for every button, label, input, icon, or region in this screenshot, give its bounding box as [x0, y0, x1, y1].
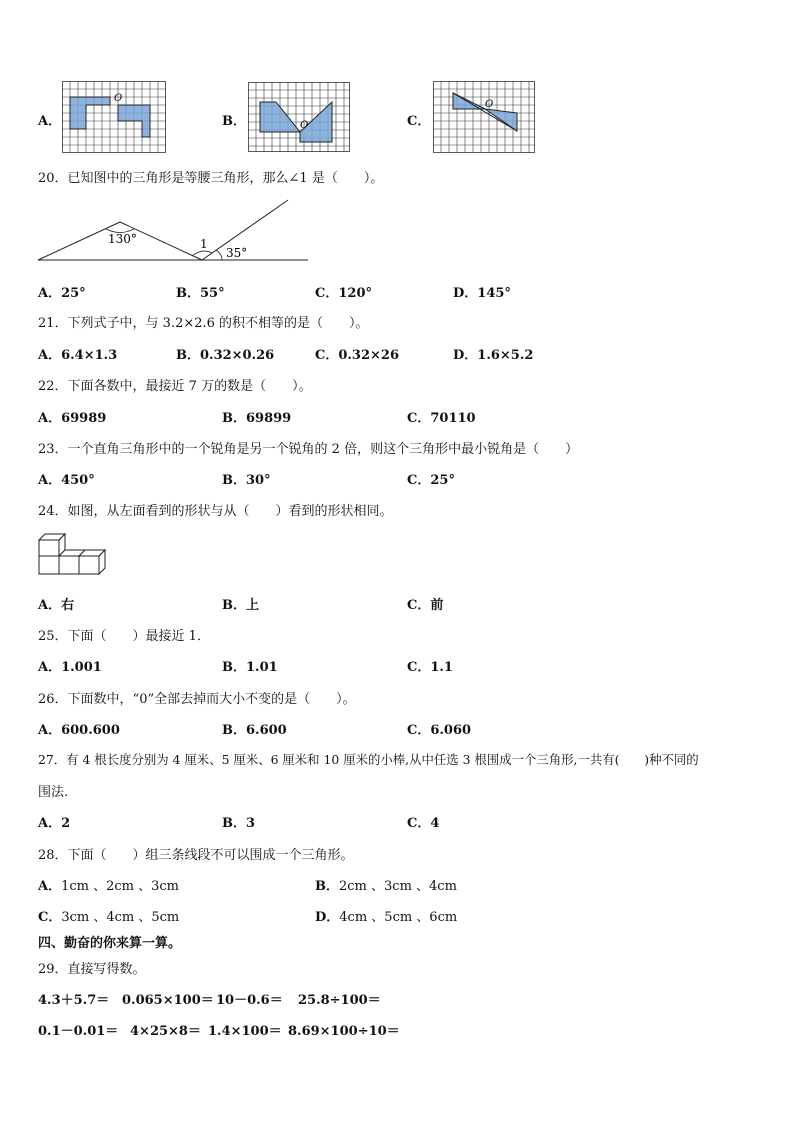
q19-grid-figure-c [433, 81, 535, 153]
q26-stem: 26．下面数中，“0”全部去掉而大小不变的是（ ）。 [38, 692, 356, 707]
q27-stem-line2: 围法. [38, 785, 69, 800]
q23-stem: 23．一个直角三角形中的一个锐角是另一个锐角的 2 倍，则这个三角形中最小锐角是（ ） [38, 442, 579, 457]
q19-grid-c-origin: O [485, 99, 494, 110]
q21-option-a[interactable]: A．6.4×1.3 [38, 348, 118, 363]
q25-option-b[interactable]: B．1.01 [222, 660, 278, 675]
q23-option-c[interactable]: C．25° [407, 473, 455, 488]
q28-option-d[interactable]: D．4cm 、5cm 、6cm [315, 910, 458, 925]
q27-option-a[interactable]: A．2 [38, 816, 71, 831]
q23-option-b[interactable]: B．30° [222, 473, 271, 488]
q26-option-a[interactable]: A．600.600 [38, 723, 120, 738]
q25-option-c[interactable]: C．1.1 [407, 660, 453, 675]
q29-expr-5: 0.1－0.01＝ [38, 1024, 119, 1039]
q24-stem: 24．如图，从左面看到的形状与从（ ）看到的形状相同。 [38, 504, 393, 519]
q20-triangle-figure [36, 198, 310, 264]
q21-option-d[interactable]: D．1.6×5.2 [453, 348, 534, 363]
q20-option-b[interactable]: B．55° [176, 286, 225, 301]
q26-option-b[interactable]: B．6.600 [222, 723, 287, 738]
q19-grid-a-origin: O [114, 93, 123, 104]
q29-expr-6: 4×25×8＝ [130, 1024, 201, 1039]
q20-option-a[interactable]: A．25° [38, 286, 86, 301]
q24-option-b[interactable]: B．上 [222, 598, 260, 613]
q29-expr-8: 8.69×100÷10＝ [288, 1024, 400, 1039]
q29-expr-7: 1.4×100＝ [208, 1024, 282, 1039]
q26-option-c[interactable]: C．6.060 [407, 723, 472, 738]
q28-stem: 28．下面（ ）组三条线段不可以围成一个三角形。 [38, 848, 354, 863]
q22-option-a[interactable]: A．69989 [38, 411, 107, 426]
q29-stem: 29．直接写得数。 [38, 962, 146, 977]
q27-option-b[interactable]: B．3 [222, 816, 256, 831]
q25-option-a[interactable]: A．1.001 [38, 660, 102, 675]
q20-angle-1: 1 [200, 237, 208, 251]
q23-option-a[interactable]: A．450° [38, 473, 95, 488]
q24-cubes-figure [36, 531, 112, 579]
q19-grid-figure-b [248, 82, 350, 152]
q20-angle-35: 35° [226, 246, 248, 260]
q19-option-c-label: C． [407, 114, 431, 129]
q22-option-c[interactable]: C．70110 [407, 411, 476, 426]
q21-option-c[interactable]: C．0.32×26 [315, 348, 400, 363]
q20-option-d[interactable]: D．145° [453, 286, 511, 301]
q19-option-b-label: B． [222, 114, 246, 129]
q29-expr-1: 4.3＋5.7＝ [38, 993, 110, 1008]
q19-option-a-label: A． [38, 114, 62, 129]
q20-stem: 20．已知图中的三角形是等腰三角形，那么∠1 是（ ）。 [38, 171, 384, 186]
section-4-title: 四、勤奋的你来算一算。 [38, 936, 182, 951]
q28-option-c[interactable]: C．3cm 、4cm 、5cm [38, 910, 180, 925]
q21-stem: 21．下列式子中，与 3.2×2.6 的积不相等的是（ ）。 [38, 316, 369, 331]
q24-option-a[interactable]: A．右 [38, 598, 75, 613]
q27-stem-line1: 27．有 4 根长度分别为 4 厘米、5 厘米、6 厘米和 10 厘米的小棒,从中任选 3 根围成一个三角形,一共有( )种不同的 [38, 752, 699, 767]
q20-angle-130: 130° [108, 232, 137, 246]
q19-grid-b-origin: O [300, 120, 309, 131]
q19-grid-figure-a [62, 81, 166, 153]
q20-option-c[interactable]: C．120° [315, 286, 372, 301]
q21-option-b[interactable]: B．0.32×0.26 [176, 348, 275, 363]
q25-stem: 25．下面（ ）最接近 1． [38, 629, 210, 644]
q29-expr-4: 25.8÷100＝ [298, 993, 381, 1008]
q24-option-c[interactable]: C．前 [407, 598, 444, 613]
q22-stem: 22．下面各数中，最接近 7 万的数是（ ）。 [38, 379, 312, 394]
q28-option-b[interactable]: B．2cm 、3cm 、4cm [315, 879, 457, 894]
q29-expr-2: 0.065×100＝ [122, 993, 214, 1008]
q22-option-b[interactable]: B．69899 [222, 411, 292, 426]
q28-option-a[interactable]: A．1cm 、2cm 、3cm [38, 879, 179, 894]
q29-expr-3: 10－0.6＝ [216, 993, 283, 1008]
q27-option-c[interactable]: C．4 [407, 816, 440, 831]
